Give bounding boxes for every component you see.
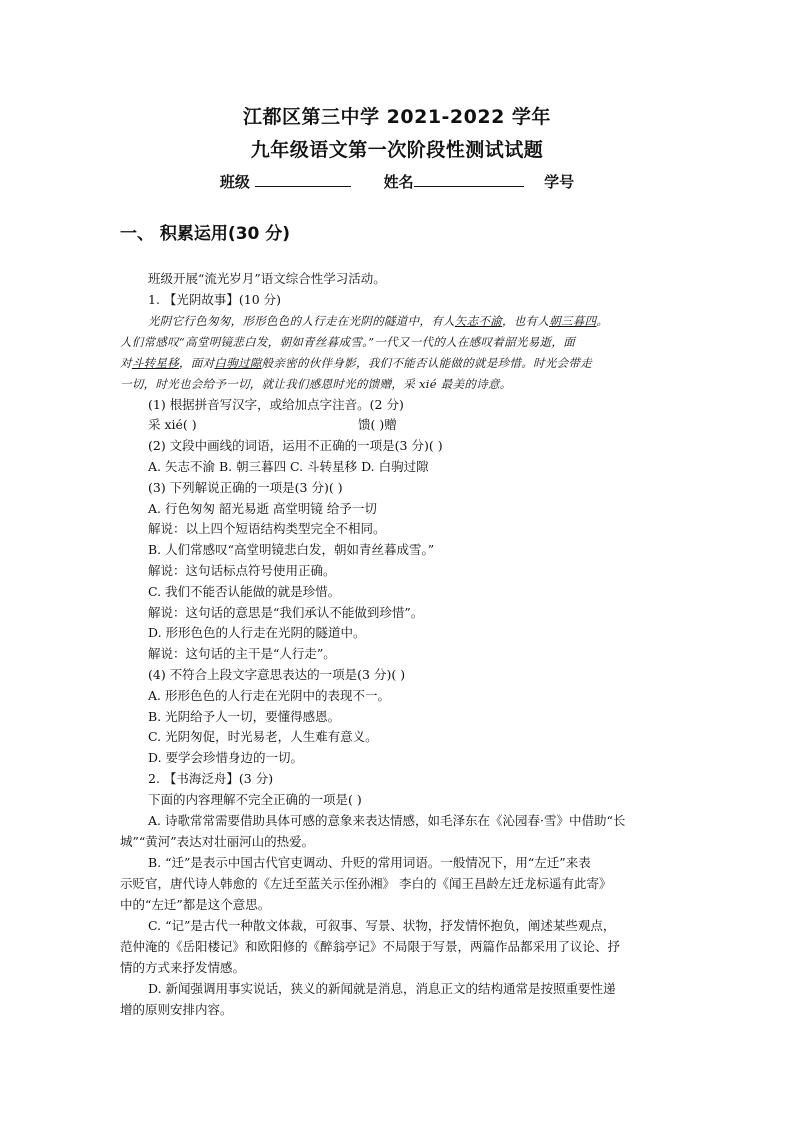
class-blank[interactable] [255,172,351,187]
passage-text: ，面对 [179,356,215,370]
passage-text: 般亲密的伙伴身影，我们不能否认能做的就是珍惜。时光会带走 [261,356,593,370]
intro-text: 班级开展“流光岁月”语文综合性学习活动。 [148,271,386,286]
underlined-phrase: 白驹过隙 [214,356,262,370]
student-info-line [0,171,794,192]
passage-text: 光阴它行色匆匆，形形色色的人行走在光阴的隧道中，有人 [148,314,455,328]
q1-sub2-prompt: (2) 文段中画线的词语，运用不正确的一项是(3 分)( ) [148,438,443,453]
q2-line: B. “迁”是表示中国古代官吏调动、升贬的常用词语。一般情况下，用“左迁”来表 [148,855,591,870]
q1-sub4-line: D. 要学会珍惜身边的一切。 [148,750,304,765]
q2-line: 增的原则安排内容。 [120,1002,233,1017]
q2-heading: 2. 【书海泛舟】(3 分) [148,771,274,786]
underlined-phrase: 矢志不渝 [454,314,502,328]
name-label: 姓名 [383,173,414,191]
passage-text: ，也有人 [502,314,550,328]
q1-sub4-line: A. 形形色色的人行走在光阴中的表现不一。 [148,688,390,703]
class-label: 班级 [219,173,250,191]
q1-sub3-prompt: (3) 下列解说正确的一项是(3 分)( ) [148,480,343,495]
passage-line [120,355,592,371]
q2-line: 示贬官，唐代诗人韩愈的《左迁至蓝关示侄孙湘》 李白的《闻王昌龄左迁龙标遥有此寄》 [120,876,612,891]
q1-sub3-line: B. 人们常感叹“高堂明镜悲白发，朝如青丝暮成雪。” [148,542,435,557]
q1-sub3-line: 解说：这句话标点符号使用正确。 [148,563,336,578]
q1-sub3-line: 解说：这句话的主干是“人行走”。 [148,646,336,661]
name-blank[interactable] [414,172,524,187]
exam-title: 九年级语文第一次阶段性测试试题 [250,139,544,161]
q1-sub3-line: 解说：以上四个短语结构类型完全不相同。 [148,521,386,536]
underlined-phrase: 朝三暮四 [549,314,597,328]
number-label: 学号 [544,173,575,191]
q2-prompt: 下面的内容理解不完全正确的一项是( ) [148,792,362,807]
q1-sub3-line: 解说：这句话的意思是“我们承认不能做到珍惜”。 [148,605,424,620]
passage-line: 一切，时光也会给予一切，就让我们感恩时光的馈赠，采 xié 最美的诗意。 [120,377,512,391]
school-title: 江都区第三中学 2021-2022 学年 [243,106,551,128]
q2-line: 范仲淹的《岳阳楼记》和欧阳修的《醉翁亭记》不局限于写景，两篇作品都采用了议论、抒 [120,939,621,954]
q1-sub3-line: A. 行色匆匆 韶光易逝 高堂明镜 给予一切 [148,501,377,516]
passage-line [148,313,608,329]
q1-heading: 1. 【光阴故事】(10 分) [148,292,282,307]
passage-text: 。 [596,314,609,328]
q2-line: 城”“黄河”表达对壮丽河山的热爱。 [120,834,315,849]
q2-line: D. 新闻强调用事实说话，狭义的新闻就是消息，消息正文的结构通常是按照重要性递 [148,981,616,996]
q1-sub1-answer-left[interactable]: 采 xié( ) [148,417,197,432]
q1-sub4-prompt: (4) 不符合上段文字意思表达的一项是(3 分)( ) [148,667,406,682]
q1-sub2-options: A. 矢志不渝 B. 朝三暮四 C. 斗转星移 D. 白驹过隙 [148,459,429,474]
q1-sub3-line: C. 我们不能否认能做的就是珍惜。 [148,584,341,599]
q2-line: 情的方式来抒发情感。 [120,960,246,975]
passage-text: 对 [120,356,132,370]
passage-line: 人们常感叹“高堂明镜悲白发，朝如青丝暮成雪。”一代又一代的人在感叹着韶光易逝，面 [120,335,576,349]
q1-sub1-answer-right[interactable]: 馈( )赠 [358,417,397,432]
q1-sub4-line: B. 光阴给予人一切，要懂得感恩。 [148,709,341,724]
q2-line: 中的“左迁”都是这个意思。 [120,897,271,912]
underlined-phrase: 斗转星移 [131,356,180,370]
q2-line: C. “记”是古代一种散文体裁，可叙事、写景、状物，抒发情怀抱负，阐述某些观点， [148,918,616,933]
q2-line: A. 诗歌常常需要借助具体可感的意象来表达情感，如毛泽东在《沁园春·雪》中借助“长 [148,813,626,828]
q1-sub4-line: C. 光阴匆促，时光易老，人生难有意义。 [148,729,378,744]
section-heading: 一、 积累运用(30 分) [120,224,291,244]
q1-sub3-line: D. 形形色色的人行走在光阴的隧道中。 [148,625,366,640]
q1-sub1-prompt: (1) 根据拼音写汉字，或给加点字注音。(2 分) [148,397,404,412]
